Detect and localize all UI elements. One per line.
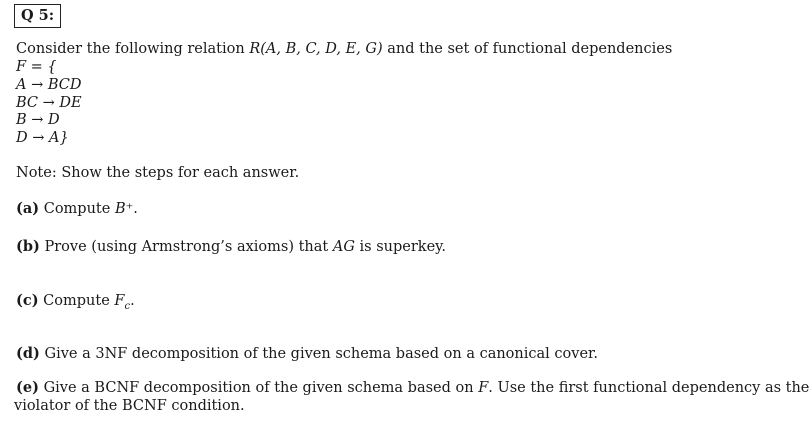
part-a-label: (a) [16, 200, 40, 217]
part-a-text: Compute [43, 201, 111, 217]
intro-line [16, 40, 672, 58]
part-d-label: (d) [16, 345, 40, 362]
part-c-end: . [130, 293, 135, 309]
relation-schema: R(A, B, C, D, E, G) [249, 41, 383, 57]
part-a-math: B⁺ [114, 201, 134, 217]
part-b [16, 238, 446, 256]
part-d [16, 345, 598, 363]
part-a-end: . [133, 201, 138, 217]
fd-item-2: BC → DE [16, 95, 82, 111]
question-label: Q 5: [14, 4, 61, 28]
intro-text: Consider the following relation [16, 41, 245, 57]
part-c-text: Compute [43, 293, 110, 309]
part-e-text: Give a BCNF decomposition of the given schema based on [43, 380, 474, 396]
fd-set-header: F = { [16, 59, 57, 75]
part-b-text: Prove (using Armstrong’s axioms) that [44, 239, 329, 255]
note: Note: Show the steps for each answer. [16, 165, 300, 181]
part-e-line-2: violator of the BCNF condition. [14, 398, 245, 414]
part-b-math: AG [332, 239, 355, 255]
part-b-label: (b) [16, 238, 40, 255]
part-a [16, 200, 138, 218]
intro-suffix: and the set of functional dependencies [387, 41, 673, 57]
part-c-sub: c [124, 300, 131, 312]
part-d-text: Give a 3NF decomposition of the given schema based on a canonical cover. [44, 346, 598, 362]
part-e-end: . Use the first functional dependency as the [488, 380, 809, 396]
part-c-label: (c) [16, 292, 39, 309]
part-b-end: is superkey. [359, 239, 447, 255]
part-c-math: F [114, 293, 125, 309]
part-e-label: (e) [16, 379, 39, 396]
fd-item-3: B → D [16, 112, 60, 128]
part-c [16, 292, 135, 316]
part-e-math: F [478, 380, 489, 396]
part-e-line-1 [16, 379, 809, 397]
fd-item-1: A → BCD [16, 77, 82, 93]
fd-item-4: D → A} [16, 130, 69, 146]
